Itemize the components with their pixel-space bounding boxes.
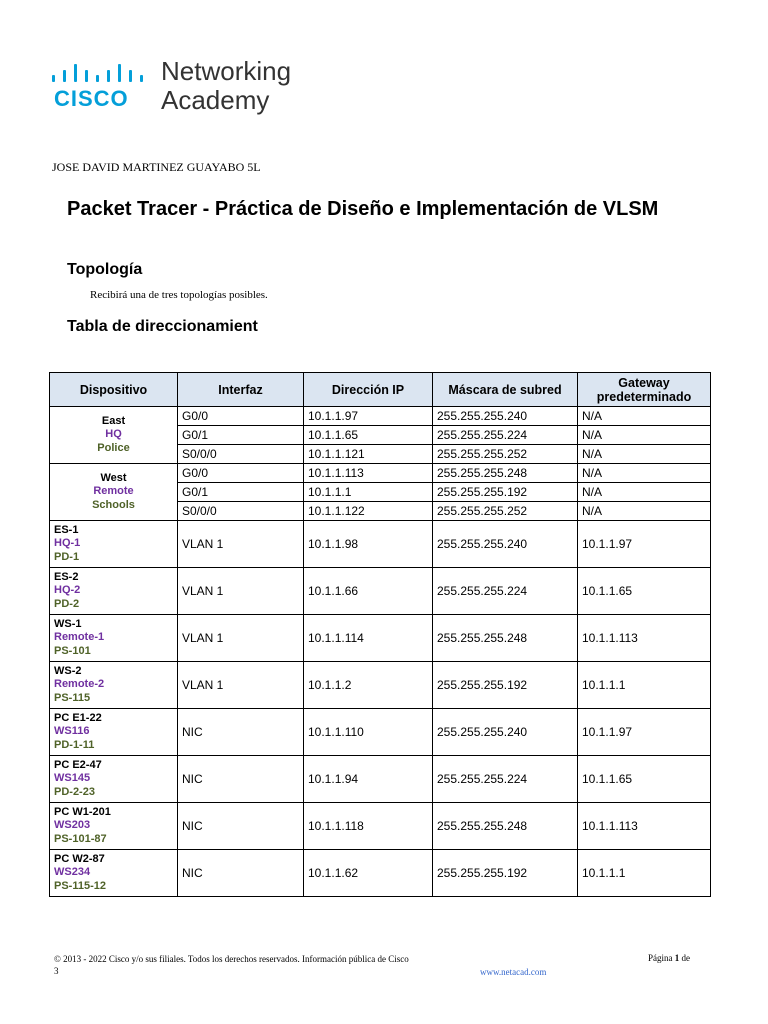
device-alt-name-2: PD-2-23 — [54, 785, 95, 798]
gateway-cell: 10.1.1.113 — [578, 803, 711, 850]
logo-cisco-wordmark: CISCO — [54, 86, 129, 111]
gateway-cell: N/A — [578, 426, 711, 445]
table-row — [50, 662, 711, 709]
footer-page-number — [648, 953, 690, 963]
mask-cell: 255.255.255.248 — [433, 464, 578, 483]
gateway-cell: 10.1.1.97 — [578, 521, 711, 568]
footer-url-link[interactable]: www.netacad.com — [480, 967, 547, 977]
gateway-cell: 10.1.1.65 — [578, 568, 711, 615]
interface-cell: G0/1 — [178, 426, 304, 445]
mask-cell: 255.255.255.224 — [433, 426, 578, 445]
mask-cell: 255.255.255.240 — [433, 709, 578, 756]
device-cell — [50, 756, 178, 803]
table-row — [50, 407, 711, 426]
mask-cell: 255.255.255.224 — [433, 568, 578, 615]
logo-networking-text: Networking — [161, 56, 292, 86]
document-title: Packet Tracer - Práctica de Diseño e Implementación de VLSM — [67, 198, 659, 220]
device-alt-name: WS234 — [54, 866, 91, 879]
ip-cell: 10.1.1.62 — [304, 850, 433, 897]
device-cell — [50, 568, 178, 615]
gateway-cell: 10.1.1.97 — [578, 709, 711, 756]
device-name: PC W2-87 — [54, 852, 105, 865]
gateway-cell: N/A — [578, 483, 711, 502]
device-alt-name: Remote — [93, 485, 134, 498]
footer-page-prefix: Página — [648, 953, 673, 963]
device-alt-name-2: PS-101 — [54, 644, 91, 657]
device-alt-name: HQ — [105, 428, 122, 441]
footer-copyright-text: © 2013 - 2022 Cisco y/o sus filiales. Todos los derechos reservados. Información pública de Cisco — [54, 954, 409, 964]
device-cell — [50, 850, 178, 897]
table-row — [50, 464, 711, 483]
addressing-table — [49, 372, 711, 897]
mask-cell: 255.255.255.224 — [433, 756, 578, 803]
ip-cell: 10.1.1.121 — [304, 445, 433, 464]
interface-cell: S0/0/0 — [178, 445, 304, 464]
gateway-cell: N/A — [578, 407, 711, 426]
interface-cell: S0/0/0 — [178, 502, 304, 521]
ip-cell: 10.1.1.94 — [304, 756, 433, 803]
mask-cell: 255.255.255.240 — [433, 407, 578, 426]
device-alt-name-2: PD-1 — [54, 550, 80, 563]
header-interface: Interfaz — [178, 373, 304, 407]
interface-cell: NIC — [178, 709, 304, 756]
mask-cell: 255.255.255.240 — [433, 521, 578, 568]
device-cell — [50, 407, 178, 464]
device-alt-name-2: PD-1-11 — [54, 738, 95, 751]
device-name: East — [101, 414, 126, 427]
ip-cell: 10.1.1.118 — [304, 803, 433, 850]
topology-text: Recibirá una de tres topologías posibles. — [90, 289, 268, 301]
table-row — [50, 850, 711, 897]
table-row — [50, 803, 711, 850]
header-gateway: Gateway predeterminado — [578, 373, 711, 407]
interface-cell: VLAN 1 — [178, 568, 304, 615]
interface-cell: NIC — [178, 756, 304, 803]
ip-cell: 10.1.1.110 — [304, 709, 433, 756]
device-alt-name: WS116 — [54, 725, 90, 738]
mask-cell: 255.255.255.252 — [433, 502, 578, 521]
cisco-bridge-icon — [52, 62, 144, 82]
device-name: WS-2 — [54, 664, 82, 677]
author-name: JOSE DAVID MARTINEZ GUAYABO 5L — [52, 160, 261, 174]
interface-cell: VLAN 1 — [178, 615, 304, 662]
interface-cell: G0/0 — [178, 407, 304, 426]
interface-cell: G0/1 — [178, 483, 304, 502]
ip-cell: 10.1.1.113 — [304, 464, 433, 483]
device-alt-name: WS203 — [54, 819, 91, 832]
interface-cell: G0/0 — [178, 464, 304, 483]
ip-cell: 10.1.1.114 — [304, 615, 433, 662]
header-ip: Dirección IP — [304, 373, 433, 407]
mask-cell: 255.255.255.192 — [433, 850, 578, 897]
ip-cell: 10.1.1.65 — [304, 426, 433, 445]
device-cell — [50, 521, 178, 568]
cisco-networking-academy-logo — [52, 56, 312, 118]
table-row — [50, 756, 711, 803]
device-alt-name-2: PS-115 — [54, 691, 91, 704]
mask-cell: 255.255.255.192 — [433, 483, 578, 502]
interface-cell: VLAN 1 — [178, 521, 304, 568]
ip-cell: 10.1.1.1 — [304, 483, 433, 502]
device-alt-name: HQ-1 — [54, 537, 81, 550]
device-alt-name: Remote-2 — [54, 678, 105, 691]
gateway-cell: 10.1.1.1 — [578, 850, 711, 897]
gateway-cell: 10.1.1.1 — [578, 662, 711, 709]
mask-cell: 255.255.255.248 — [433, 615, 578, 662]
device-cell — [50, 803, 178, 850]
interface-cell: NIC — [178, 803, 304, 850]
interface-cell: NIC — [178, 850, 304, 897]
ip-cell: 10.1.1.97 — [304, 407, 433, 426]
footer-page-current: 1 — [674, 953, 680, 963]
mask-cell: 255.255.255.248 — [433, 803, 578, 850]
gateway-cell: N/A — [578, 464, 711, 483]
mask-cell: 255.255.255.192 — [433, 662, 578, 709]
device-alt-name: Remote-1 — [54, 631, 105, 644]
gateway-cell: N/A — [578, 445, 711, 464]
gateway-cell: 10.1.1.113 — [578, 615, 711, 662]
ip-cell: 10.1.1.122 — [304, 502, 433, 521]
device-alt-name-2: PD-2 — [54, 597, 80, 610]
device-name: WS-1 — [54, 617, 82, 630]
table-row — [50, 568, 711, 615]
table-header-row — [50, 373, 711, 407]
ip-cell: 10.1.1.2 — [304, 662, 433, 709]
device-name: PC E2-47 — [54, 758, 102, 771]
device-name: PC E1-22 — [54, 711, 102, 724]
table-row — [50, 521, 711, 568]
device-alt-name-2: PS-101-87 — [54, 832, 107, 845]
device-alt-name: WS145 — [54, 772, 91, 785]
device-cell — [50, 709, 178, 756]
gateway-cell: 10.1.1.65 — [578, 756, 711, 803]
footer-page-total-wrap: 3 — [54, 966, 59, 976]
device-name: West — [100, 471, 127, 484]
mask-cell: 255.255.255.252 — [433, 445, 578, 464]
device-cell — [50, 662, 178, 709]
gateway-cell: N/A — [578, 502, 711, 521]
table-row — [50, 615, 711, 662]
logo-academy-text: Academy — [161, 85, 270, 115]
table-row — [50, 709, 711, 756]
device-alt-name-2: Police — [97, 441, 130, 454]
ip-cell: 10.1.1.66 — [304, 568, 433, 615]
device-name: ES-2 — [54, 570, 79, 583]
device-alt-name-2: PS-115-12 — [54, 879, 106, 892]
topology-heading: Topología — [67, 261, 143, 278]
addressing-table-heading: Tabla de direccionamient — [67, 318, 258, 335]
device-alt-name: HQ-2 — [54, 584, 81, 597]
device-name: ES-1 — [54, 523, 79, 536]
device-name: PC W1-201 — [54, 805, 111, 818]
device-alt-name-2: Schools — [92, 498, 135, 511]
interface-cell: VLAN 1 — [178, 662, 304, 709]
device-cell — [50, 464, 178, 521]
header-device: Dispositivo — [50, 373, 178, 407]
footer-copyright — [54, 953, 484, 977]
header-mask: Máscara de subred — [433, 373, 578, 407]
device-cell — [50, 615, 178, 662]
ip-cell: 10.1.1.98 — [304, 521, 433, 568]
footer-page-of: de — [681, 953, 690, 963]
